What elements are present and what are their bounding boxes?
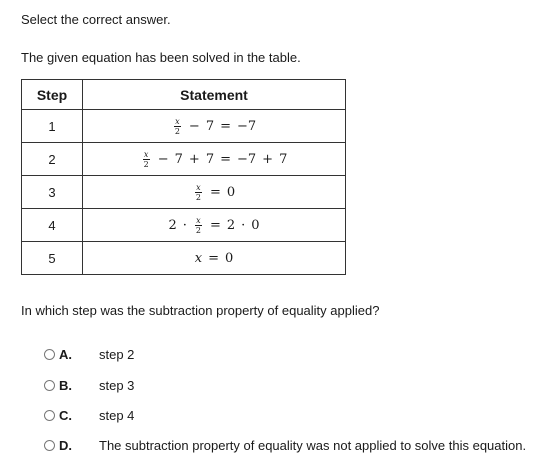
statement-cell: $\frac{x}{2}$ − 7 = −7: [83, 110, 346, 143]
statement-cell: x = 0: [83, 242, 346, 275]
choice-text: The subtraction property of equality was not applied to solve this equation.: [99, 437, 527, 453]
choice-b[interactable]: [44, 377, 134, 393]
step-number: 1: [22, 110, 83, 143]
radio-button-icon[interactable]: [44, 349, 55, 360]
statement-cell: 2 · $\frac{x}{2}$ = 2 · 0: [83, 209, 346, 242]
step-header: Step: [22, 80, 83, 110]
prompt-text: The given equation has been solved in the table.: [21, 50, 301, 65]
choice-letter: B.: [59, 377, 72, 393]
step-number: 4: [22, 209, 83, 242]
fraction-x-over-2: $\frac{x}{2}$: [195, 182, 201, 202]
table-row: [22, 143, 346, 176]
statement-cell: $\frac{x}{2}$ − 7 + 7 = −7 + 7: [83, 143, 346, 176]
choice-a[interactable]: [44, 346, 134, 362]
choice-text: step 4: [99, 407, 135, 423]
radio-button-icon[interactable]: [44, 410, 55, 421]
table-row: [22, 242, 346, 275]
choice-text: step 2: [99, 346, 135, 362]
radio-button-icon[interactable]: [44, 380, 55, 391]
choice-c[interactable]: [44, 407, 134, 423]
radio-button-icon[interactable]: [44, 440, 55, 451]
solution-table: [21, 79, 346, 275]
step-number: 2: [22, 143, 83, 176]
table-row: [22, 209, 346, 242]
instruction-text: Select the correct answer.: [21, 12, 171, 27]
question-text: In which step was the subtraction property of equality applied?: [21, 303, 380, 318]
table-row: [22, 110, 346, 143]
step-number: 3: [22, 176, 83, 209]
statement-cell: $\frac{x}{2}$ = 0: [83, 176, 346, 209]
statement-header: Statement: [83, 80, 346, 110]
choice-letter: A.: [59, 346, 72, 362]
choice-text: step 3: [99, 377, 135, 393]
fraction-x-over-2: $\frac{x}{2}$: [195, 215, 201, 235]
step-number: 5: [22, 242, 83, 275]
choice-d[interactable]: [44, 437, 526, 453]
table-row: [22, 176, 346, 209]
choice-letter: D.: [59, 437, 72, 453]
choice-letter: C.: [59, 407, 72, 423]
table-header-row: [22, 80, 346, 110]
fraction-x-over-2: $\frac{x}{2}$: [174, 116, 180, 136]
fraction-x-over-2: $\frac{x}{2}$: [143, 149, 149, 169]
